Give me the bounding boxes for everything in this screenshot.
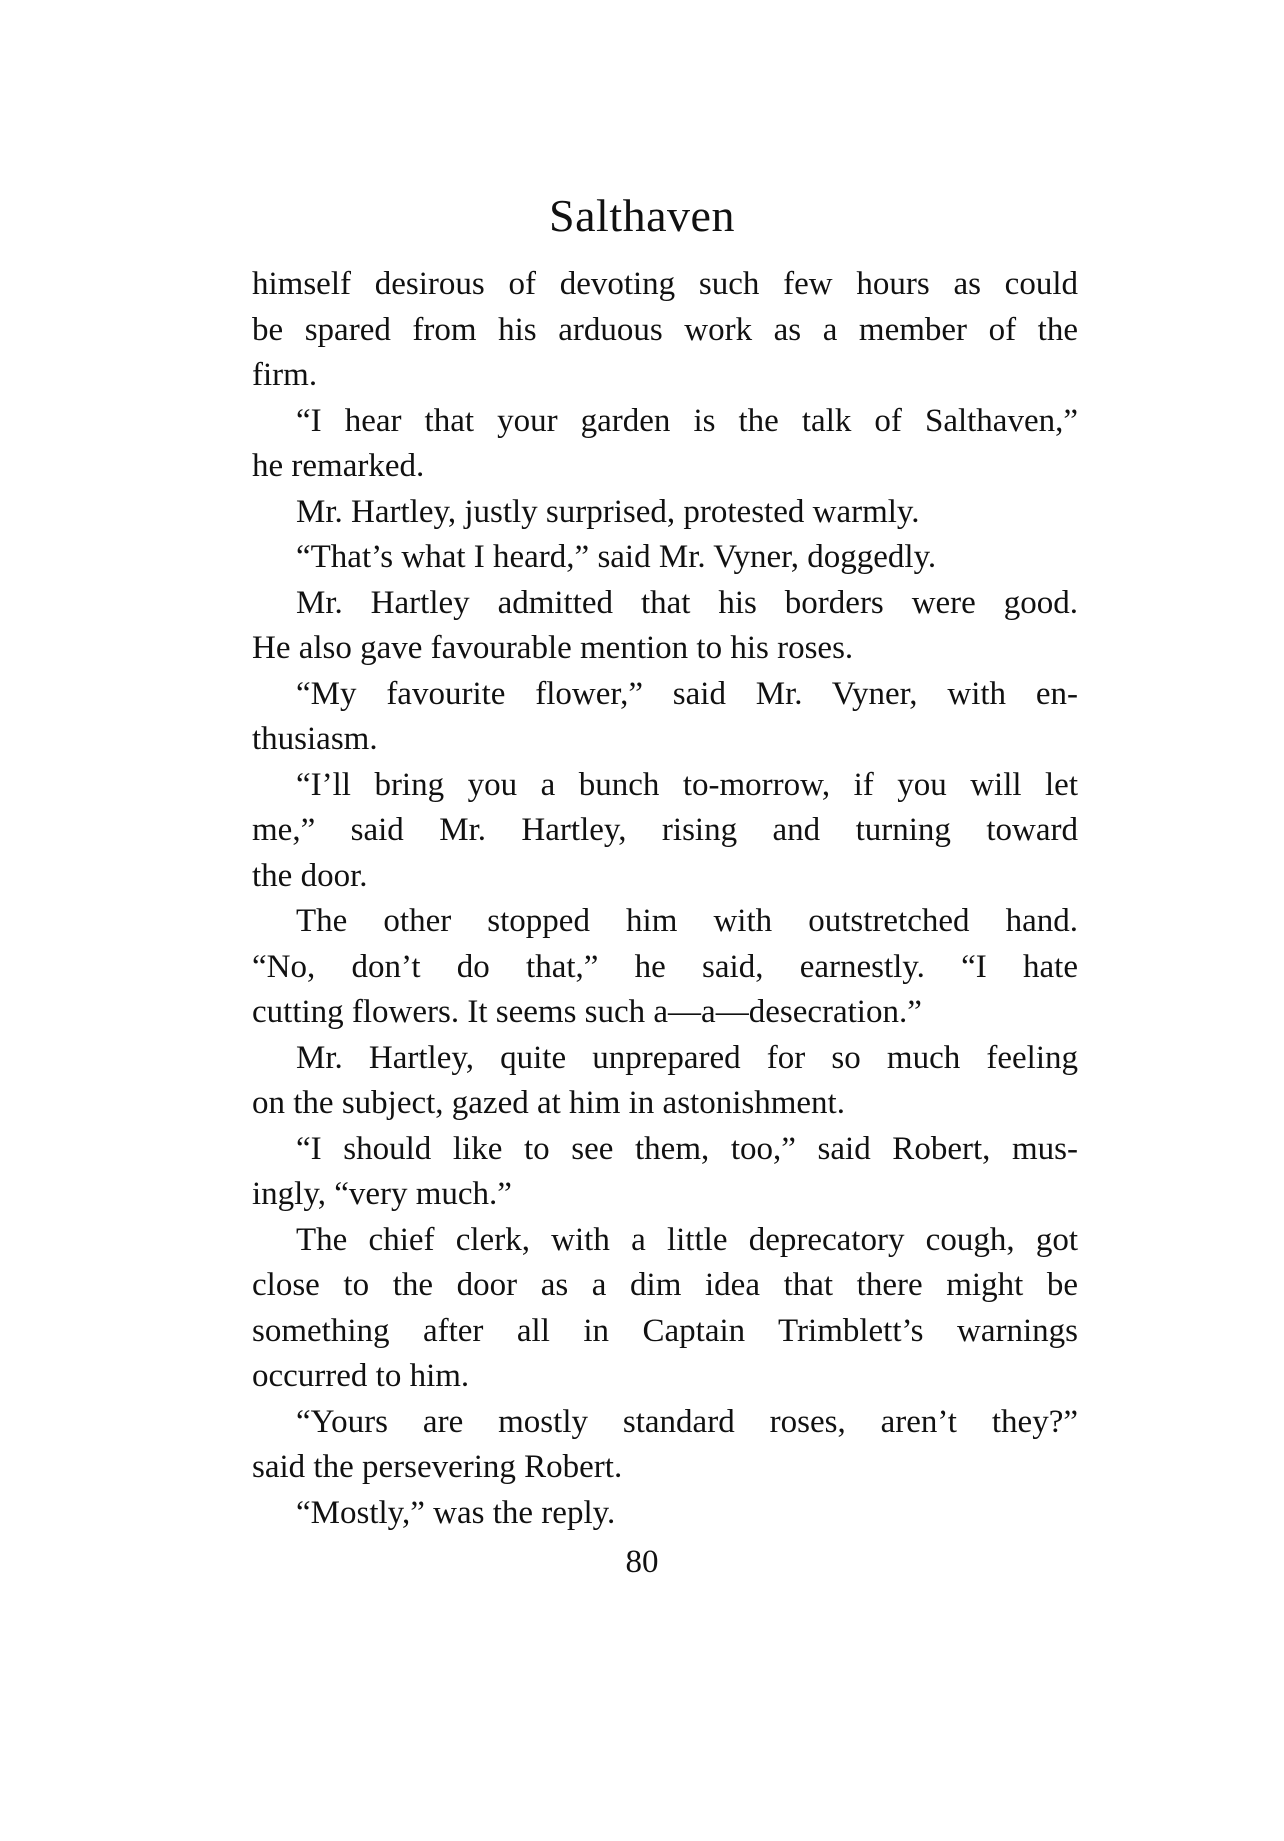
text-line: me,” said Mr. Hartley, rising and turning toward	[252, 812, 1078, 848]
text-line: The other stopped him with outstretched hand.	[296, 903, 1078, 939]
text-line: close to the door as a dim idea that there might be	[252, 1267, 1078, 1303]
text-line: occurred to him.	[252, 1358, 470, 1394]
text-line: “Mostly,” was the reply.	[296, 1494, 616, 1531]
text-line: thusiasm.	[252, 721, 378, 757]
running-title: Salthaven	[549, 190, 735, 241]
text-line: He also gave favourable mention to his roses.	[252, 630, 854, 666]
text-line: “That’s what I heard,” said Mr. Vyner, doggedly.	[296, 539, 937, 575]
text-line: on the subject, gazed at him in astonishment.	[252, 1085, 845, 1121]
text-line: Mr. Hartley, quite unprepared for so much feeling	[296, 1039, 1078, 1076]
body-text	[252, 262, 1078, 1536]
text-line: ingly, “very much.”	[252, 1176, 512, 1212]
text-line: “I should like to see them, too,” said Robert, mus-	[296, 1130, 1078, 1167]
page-number: 80	[625, 1544, 659, 1580]
text-line: something after all in Captain Trimblett’s warnings	[252, 1312, 1078, 1349]
text-line: Mr. Hartley admitted that his borders were good.	[296, 584, 1078, 621]
text-line: “No, don’t do that,” he said, earnestly. “I hate	[252, 948, 1078, 985]
text-line: “My favourite flower,” said Mr. Vyner, with en-	[296, 675, 1078, 712]
text-line: the door.	[252, 857, 368, 894]
text-line: The chief clerk, with a little deprecatory cough, got	[296, 1221, 1078, 1258]
text-line: “I’ll bring you a bunch to-morrow, if you will let	[296, 766, 1078, 803]
text-line: himself desirous of devoting such few hours as could	[252, 266, 1078, 302]
text-line: be spared from his arduous work as a member of the	[252, 311, 1078, 348]
text-line: cutting flowers. It seems such a—a—desecration.”	[252, 994, 922, 1030]
text-line: “Yours are mostly standard roses, aren’t they?”	[296, 1403, 1078, 1440]
text-line: he remarked.	[252, 448, 425, 484]
text-line: firm.	[252, 357, 318, 393]
text-line: said the persevering Robert.	[252, 1449, 623, 1485]
text-line: Mr. Hartley, justly surprised, protested warmly.	[296, 493, 920, 530]
text-line: “I hear that your garden is the talk of Salthaven,”	[296, 402, 1078, 439]
